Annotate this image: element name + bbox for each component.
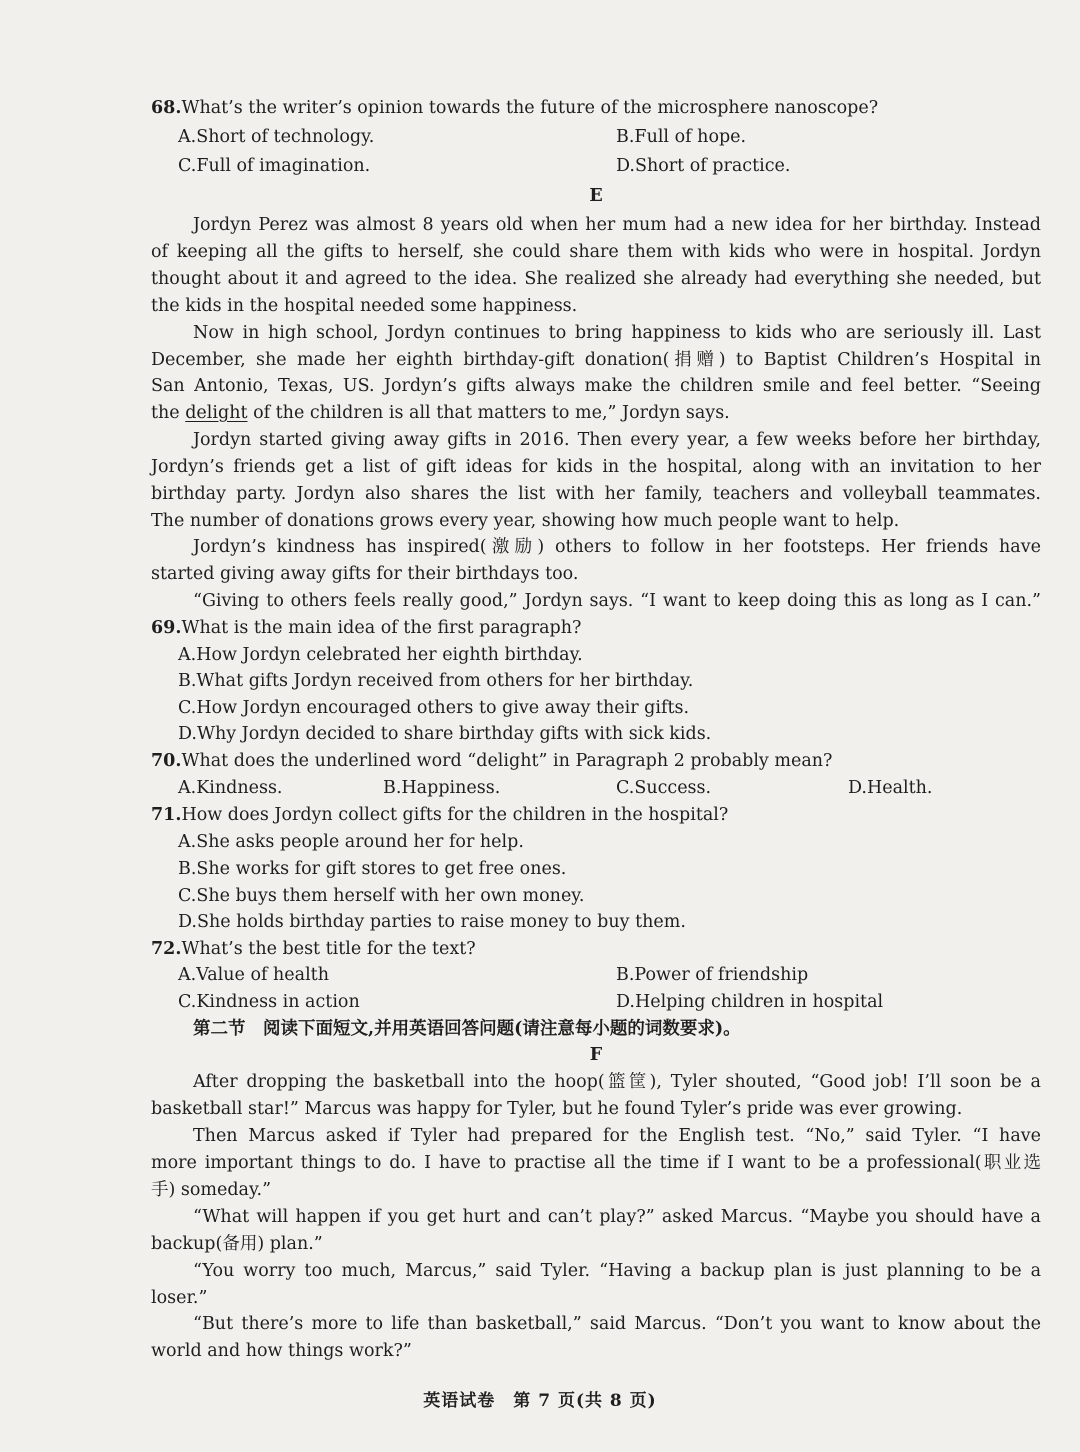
option-b: B.Power of friendship — [616, 965, 809, 985]
option-c: C.How Jordyn encouraged others to give away their gifts. — [178, 698, 690, 718]
option-d: D.She holds birthday parties to raise money to buy them. — [178, 912, 686, 932]
passage-f-line: loser.” — [151, 1288, 208, 1308]
passage-f-line: 手) someday.” — [151, 1180, 272, 1200]
option-b: B.Full of hope. — [616, 127, 747, 147]
question-72-stem: 72.What’s the best title for the text? — [151, 939, 476, 959]
question-70-options — [178, 775, 1068, 802]
passage-e-line: Jordyn’s friends get a list of gift ideas for kids in the hospital, along with an invitation to her — [151, 457, 1041, 477]
passage-f-line: “But there’s more to life than basketball,” said Marcus. “Don’t you want to know about the — [193, 1314, 1041, 1334]
passage-f-line: Then Marcus asked if Tyler had prepared for the English test. “No,” said Tyler. “I have — [193, 1126, 1041, 1146]
section-f-title: F — [589, 1045, 603, 1065]
passage-e-line: thought about it and agreed to the idea. She realized she already had everything she needed, but — [151, 269, 1041, 289]
option-d: D.Helping children in hospital — [616, 992, 884, 1012]
question-70-stem: 70.What does the underlined word “delight” in Paragraph 2 probably mean? — [151, 751, 833, 771]
question-68-options-ab — [178, 124, 1068, 151]
question-68-stem: 68.What’s the writer’s opinion towards the future of the microsphere nanoscope? — [151, 98, 879, 118]
passage-e-line: “Giving to others feels really good,” Jordyn says. “I want to keep doing this as long as I can.” — [193, 591, 1041, 611]
passage-e-line: The number of donations grows every year, showing how much people want to help. — [151, 511, 900, 531]
passage-e-line: Jordyn’s kindness has inspired(激励) others to follow in her footsteps. Her friends have — [193, 537, 1041, 557]
passage-e-line: December, she made her eighth birthday-gift donation(捐赠) to Baptist Children’s Hospital in — [151, 350, 1041, 370]
passage-f-line: After dropping the basketball into the hoop(篮筐), Tyler shouted, “Good job! I’ll soon be a — [193, 1072, 1041, 1092]
page-footer: 英语试卷 第 7 页(共 8 页) — [423, 1391, 657, 1411]
option-c: C.Success. — [616, 778, 712, 798]
question-72-options-ab — [178, 962, 1068, 989]
passage-f-line: “You worry too much, Marcus,” said Tyler. “Having a backup plan is just planning to be a — [193, 1261, 1041, 1281]
option-d: D.Short of practice. — [616, 156, 791, 176]
passage-f-line: more important things to do. I have to practise all the time if I want to be a professional(职业选 — [151, 1153, 1041, 1173]
option-c: C.Full of imagination. — [178, 156, 371, 176]
passage-e-line: of keeping all the gifts to herself, she could share them with kids who were in hospital. Jordyn — [151, 242, 1041, 262]
question-69-stem: 69.What is the main idea of the first paragraph? — [151, 618, 582, 638]
section-2-instruction: 第二节 阅读下面短文,并用英语回答问题(请注意每小题的词数要求)。 — [193, 1019, 741, 1039]
question-71-stem: 71.How does Jordyn collect gifts for the children in the hospital? — [151, 805, 729, 825]
option-b: B.What gifts Jordyn received from others for her birthday. — [178, 671, 694, 691]
passage-f-line: basketball star!” Marcus was happy for Tyler, but he found Tyler’s pride was ever growing. — [151, 1099, 963, 1119]
option-a: A.Kindness. — [178, 778, 283, 798]
passage-e-line: the kids in the hospital needed some happiness. — [151, 296, 578, 316]
option-a: A.Value of health — [178, 965, 329, 985]
passage-e-line: San Antonio, Texas, US. Jordyn’s gifts always make the children smile and feel better. “Seeing — [151, 376, 1041, 396]
underlined-word-delight: delight — [185, 403, 248, 423]
option-a: A.How Jordyn celebrated her eighth birthday. — [178, 645, 583, 665]
option-c: C.Kindness in action — [178, 992, 360, 1012]
passage-e-line: Jordyn Perez was almost 8 years old when her mum had a new idea for her birthday. Instead — [193, 215, 1041, 235]
section-e-title: E — [589, 186, 603, 206]
passage-e-line: started giving away gifts for their birthdays too. — [151, 564, 579, 584]
passage-f-line: backup(备用) plan.” — [151, 1234, 323, 1254]
passage-e-line: Now in high school, Jordyn continues to bring happiness to kids who are seriously ill. Last — [193, 323, 1041, 343]
passage-e-line: the delight of the children is all that matters to me,” Jordyn says. — [151, 403, 730, 423]
option-a: A.Short of technology. — [178, 127, 375, 147]
question-72-options-cd — [178, 989, 1068, 1016]
question-68-options-cd — [178, 153, 1068, 180]
option-d: D.Health. — [848, 778, 933, 798]
option-b: B.She works for gift stores to get free ones. — [178, 859, 567, 879]
passage-e-line: Jordyn started giving away gifts in 2016. Then every year, a few weeks before her birthday, — [193, 430, 1041, 450]
passage-f-line: “What will happen if you get hurt and can’t play?” asked Marcus. “Maybe you should have a — [193, 1207, 1041, 1227]
option-a: A.She asks people around her for help. — [178, 832, 524, 852]
option-c: C.She buys them herself with her own money. — [178, 886, 585, 906]
option-d: D.Why Jordyn decided to share birthday gifts with sick kids. — [178, 724, 712, 744]
option-b: B.Happiness. — [383, 778, 501, 798]
passage-f-line: world and how things work?” — [151, 1341, 412, 1361]
passage-e-line: birthday party. Jordyn also shares the list with her family, teachers and volleyball teammates. — [151, 484, 1041, 504]
